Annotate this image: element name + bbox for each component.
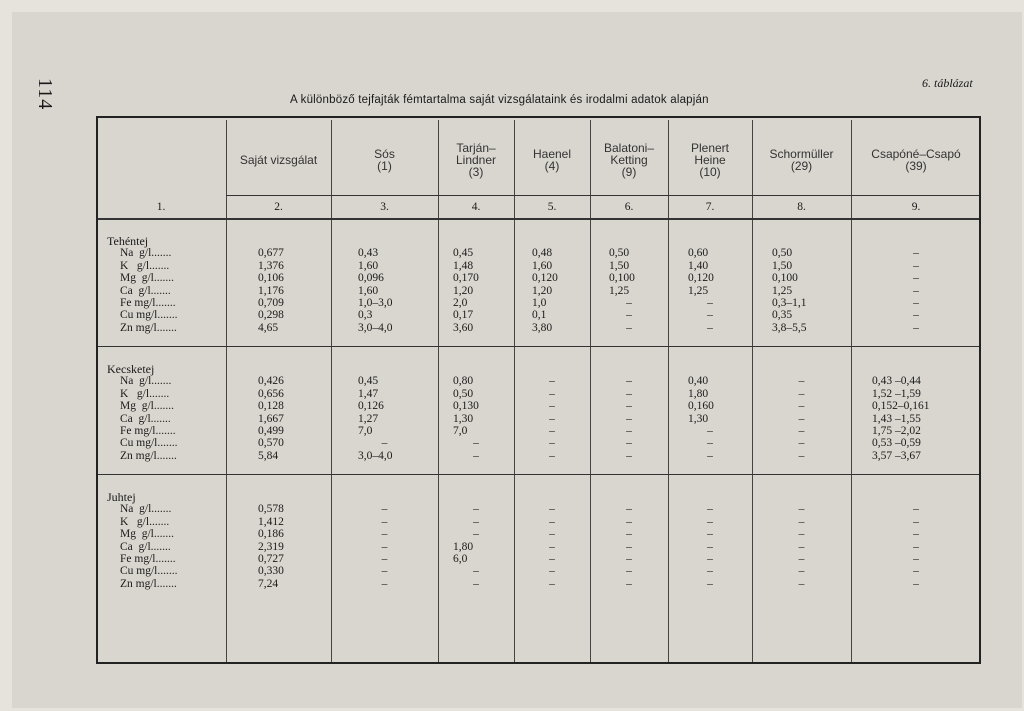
table-cell: 0,17 (453, 309, 474, 322)
row-label: Ca g/l....... (120, 540, 171, 553)
table-cell: 1,43 –1,55 (872, 412, 921, 425)
table-cell: 0,45 (453, 247, 474, 260)
table-cell: 1,0 (532, 297, 547, 309)
table-cell: 0,100 (772, 272, 798, 285)
table-cell: – (549, 425, 555, 437)
page-number: 114 (34, 78, 56, 111)
table-cell: 2,0 (453, 297, 468, 309)
table-cell: – (626, 297, 632, 309)
table-cell: – (473, 565, 479, 578)
table-cell: – (549, 540, 555, 553)
table-cell: 0,120 (532, 272, 558, 285)
column-number: 6. (624, 201, 634, 213)
table-cell: – (798, 577, 805, 590)
table-cell: – (626, 449, 632, 462)
table-cell: – (626, 412, 632, 425)
row-label: Cu mg/l....... (120, 309, 178, 322)
table-cell: 0,50 (772, 247, 793, 260)
table-cell: – (707, 449, 713, 462)
table-cell: 0,499 (258, 425, 284, 437)
row-label: Cu mg/l....... (120, 565, 178, 578)
row-label: Cu mg/l....... (120, 437, 178, 450)
table-cell: – (626, 321, 632, 334)
table-cell: 0,656 (258, 387, 284, 400)
table-cell: 1,80 (453, 540, 474, 553)
table-cell: 3,0–4,0 (358, 321, 393, 334)
table-cell: 0,126 (358, 400, 384, 413)
column-number: 2. (274, 201, 283, 213)
column-header (851, 148, 981, 172)
column-number: 7. (705, 201, 715, 213)
table-cell: 0,53 –0,59 (872, 437, 921, 450)
table-cell: 1,27 (358, 412, 379, 425)
table-cell: – (798, 400, 805, 413)
header-rule (226, 195, 979, 196)
table-number: 6. táblázat (922, 76, 973, 90)
table-cell: 1,30 (688, 412, 709, 425)
table-cell: 0,709 (258, 297, 284, 309)
row-label: Mg g/l....... (120, 400, 174, 413)
table-cell: 0,40 (688, 375, 709, 388)
table-cell: – (798, 387, 805, 400)
group-rule (98, 474, 979, 475)
table-cell: – (913, 553, 919, 565)
column-number: 3. (380, 201, 389, 213)
column-header-line: Sós (374, 147, 395, 161)
table-cell: – (707, 528, 713, 541)
table-cell: – (913, 577, 919, 590)
table-cell: 0,130 (453, 400, 479, 413)
table-cell: – (913, 540, 919, 553)
table-cell: – (798, 425, 805, 437)
number-row-rule (98, 218, 979, 220)
table-cell: 0,727 (258, 553, 284, 565)
table-cell: – (473, 528, 479, 541)
table-cell: – (626, 309, 632, 322)
row-label: K g/l....... (120, 259, 170, 272)
table-cell: 0,298 (258, 309, 284, 322)
table-cell: 1,60 (358, 259, 379, 272)
column-header (514, 148, 590, 172)
table-cell: – (707, 540, 713, 553)
table-cell: 0,60 (688, 247, 709, 260)
table-cell: – (381, 540, 388, 553)
table-cell: – (707, 515, 713, 528)
table-cell: 7,0 (358, 425, 373, 437)
table-cell: – (798, 565, 805, 578)
table-cell: – (798, 540, 805, 553)
table-cell: – (707, 297, 713, 309)
table-cell: – (549, 553, 555, 565)
table-cell: – (626, 540, 632, 553)
column-header-line: Plenert (690, 141, 730, 155)
table-cell: 0,160 (688, 400, 714, 413)
row-label: Na g/l....... (120, 247, 172, 260)
table-cell: 0,120 (688, 272, 714, 285)
table-cell: – (549, 577, 555, 590)
table-cell: 0,186 (258, 528, 284, 541)
row-label: K g/l....... (120, 515, 170, 528)
table-cell: 0,50 (609, 247, 630, 260)
column-header-line: (29) (790, 159, 813, 173)
table-cell: – (381, 565, 388, 578)
column-header-line: Csapóné–Csapó (871, 147, 961, 161)
table-cell: – (626, 565, 632, 578)
row-label: Ca g/l....... (120, 412, 171, 425)
column-header (668, 142, 752, 178)
table-cell: 0,426 (258, 375, 284, 388)
row-label: Zn mg/l....... (120, 577, 177, 590)
row-label: Fe mg/l....... (120, 425, 176, 437)
table-cell: 1,60 (532, 259, 553, 272)
table-cell: – (798, 437, 805, 450)
table-cell: – (913, 297, 919, 309)
table-title: A különböző tejfajták fémtartalma saját vizsgálataink és irodalmi adatok alapján (290, 94, 709, 106)
column-header-line: (4) (544, 159, 560, 173)
column-header-line: Balatoni– (603, 141, 655, 155)
table-cell: 3,57 –3,67 (872, 449, 921, 462)
table-cell: 1,667 (258, 412, 284, 425)
row-label: Na g/l....... (120, 375, 172, 388)
column-header-line: (10) (699, 165, 721, 179)
table-cell: – (549, 400, 555, 413)
column-number: 8. (797, 201, 806, 213)
table-cell: 0,48 (532, 247, 553, 260)
table-cell: – (707, 577, 713, 590)
table-cell: 0,35 (772, 309, 793, 322)
row-label: Mg g/l....... (120, 272, 174, 285)
table-cell: – (549, 515, 555, 528)
table-cell: 1,20 (532, 284, 553, 297)
table-cell: – (549, 503, 555, 516)
table-cell: 3,8–5,5 (772, 321, 807, 334)
table-cell: – (913, 247, 919, 260)
table-cell: – (626, 437, 632, 450)
table-cell: 1,48 (453, 259, 474, 272)
table-cell: – (626, 503, 632, 516)
table-cell: 1,412 (258, 515, 284, 528)
table-cell: – (549, 437, 555, 450)
table-cell: – (707, 321, 713, 334)
table-cell: 6,0 (453, 553, 468, 565)
table-cell: 0,152–0,161 (872, 400, 930, 413)
table-cell: 3,60 (453, 321, 474, 334)
column-header-line: Lindner (455, 153, 497, 167)
table-cell: – (626, 553, 632, 565)
table-cell: 1,47 (358, 387, 379, 400)
table-cell: 0,128 (258, 400, 284, 413)
table-cell: – (798, 412, 805, 425)
table-cell: 5,84 (258, 449, 279, 462)
table-cell: – (473, 577, 479, 590)
table-cell: 0,3–1,1 (772, 297, 807, 309)
table-cell: – (798, 515, 805, 528)
column-header-line: Saját vizsgálat (239, 153, 318, 167)
column-header (226, 154, 331, 166)
table-cell: – (626, 387, 632, 400)
table-cell: – (913, 321, 919, 334)
table-cell: – (913, 565, 919, 578)
table-cell: – (473, 449, 479, 462)
table-cell: – (626, 528, 632, 541)
table-cell: – (707, 437, 713, 450)
table-cell: – (798, 375, 805, 388)
table-cell: – (549, 412, 555, 425)
table-cell: 1,50 (772, 259, 793, 272)
group-name: Juhtej (107, 490, 136, 504)
column-header (752, 148, 851, 172)
table-cell: – (549, 565, 555, 578)
table-cell: – (707, 309, 713, 322)
column-header-line: Haenel (532, 147, 572, 161)
table-cell: – (626, 515, 632, 528)
table-cell: 0,170 (453, 272, 479, 285)
group-name: Tehéntej (107, 234, 149, 248)
column-header-line: (3) (468, 165, 484, 179)
column-header-line: (9) (621, 165, 637, 179)
table-cell: – (381, 437, 388, 450)
table-cell: – (707, 565, 713, 578)
table-cell: 2,319 (258, 540, 284, 553)
table-cell: – (707, 503, 713, 516)
table-cell: 1,20 (453, 284, 474, 297)
column-header-line: Heine (694, 153, 726, 167)
table-cell: – (473, 437, 479, 450)
table-cell: 1,30 (453, 412, 474, 425)
table-cell: – (626, 400, 632, 413)
table-cell: – (913, 528, 919, 541)
table-cell: 1,25 (688, 284, 709, 297)
row-label: Zn mg/l....... (120, 449, 177, 462)
row-label: Ca g/l....... (120, 284, 171, 297)
table-cell: – (381, 577, 388, 590)
table-cell: – (913, 272, 919, 285)
table-cell: 0,330 (258, 565, 284, 578)
table-cell: 1,40 (688, 259, 709, 272)
table-cell: – (549, 449, 555, 462)
table-cell: – (626, 577, 632, 590)
table-cell: 7,0 (453, 425, 468, 437)
column-header-line: Ketting (610, 153, 648, 167)
table-cell: – (549, 387, 555, 400)
table-cell: 0,43 (358, 247, 379, 260)
table-cell: 0,80 (453, 375, 474, 388)
table-cell: – (626, 375, 632, 388)
table-cell: – (707, 425, 713, 437)
table-cell: – (913, 309, 919, 322)
column-header-line: (39) (905, 159, 927, 173)
table-cell: – (913, 503, 919, 516)
table-cell: 1,50 (609, 259, 630, 272)
row-label: Na g/l....... (120, 503, 172, 516)
table-cell: 1,25 (609, 284, 630, 297)
table-cell: 0,106 (258, 272, 284, 285)
table-cell: 1,52 –1,59 (872, 387, 921, 400)
table-cell: 3,0–4,0 (358, 449, 393, 462)
table-cell: 0,45 (358, 375, 379, 388)
table-cell: – (798, 449, 805, 462)
row-label: K g/l....... (120, 387, 170, 400)
column-header-line: Tarján– (456, 141, 496, 155)
column-header (438, 142, 514, 178)
table-cell: 1,80 (688, 387, 709, 400)
row-label: Fe mg/l....... (120, 553, 176, 565)
column-header (331, 148, 438, 172)
table-cell: – (473, 515, 479, 528)
table-cell: – (798, 503, 805, 516)
group-name: Kecsketej (107, 362, 155, 376)
table-cell: 0,570 (258, 437, 284, 450)
table-cell: 4,65 (258, 321, 279, 334)
group-rule (98, 346, 979, 347)
table-cell: 1,60 (358, 284, 379, 297)
table-cell: – (707, 553, 713, 565)
table-cell: 0,677 (258, 247, 284, 260)
table-cell: – (913, 284, 919, 297)
table-cell: 0,100 (609, 272, 635, 285)
table-cell: – (549, 375, 555, 388)
row-label: Mg g/l....... (120, 528, 174, 541)
column-header-line: Schormüller (769, 147, 834, 161)
column-number: 5. (547, 201, 557, 213)
table-cell: 1,75 –2,02 (872, 425, 921, 437)
table-cell: – (798, 553, 805, 565)
table-cell: 7,24 (258, 577, 279, 590)
table-cell: – (626, 425, 632, 437)
table-cell: 1,376 (258, 259, 284, 272)
table-cell: – (381, 528, 388, 541)
column-number: 1. (156, 201, 166, 213)
table-cell: 0,50 (453, 387, 474, 400)
table-cell: – (913, 259, 919, 272)
table-cell: 1,25 (772, 284, 793, 297)
column-number: 4. (471, 201, 481, 213)
table-cell: 0,096 (358, 272, 384, 285)
column-number: 9. (911, 201, 921, 213)
table-cell: 3,80 (532, 321, 553, 334)
column-header (590, 142, 668, 178)
table-cell: – (473, 503, 479, 516)
table-cell: – (381, 503, 388, 516)
row-label: Zn mg/l....... (120, 321, 177, 334)
table-cell: 0,578 (258, 503, 284, 516)
table-cell: – (798, 528, 805, 541)
table-cell: – (381, 553, 388, 565)
table-cell: 0,43 –0,44 (872, 375, 921, 388)
table-cell: – (913, 515, 919, 528)
column-header-line: (1) (377, 159, 392, 173)
table-cell: – (549, 528, 555, 541)
table-cell: – (381, 515, 388, 528)
table-cell: 1,0–3,0 (358, 297, 393, 309)
table-cell: 0,3 (358, 309, 373, 322)
table-cell: 1,176 (258, 284, 284, 297)
table-cell: 0,1 (532, 309, 547, 322)
row-label: Fe mg/l....... (120, 297, 176, 309)
